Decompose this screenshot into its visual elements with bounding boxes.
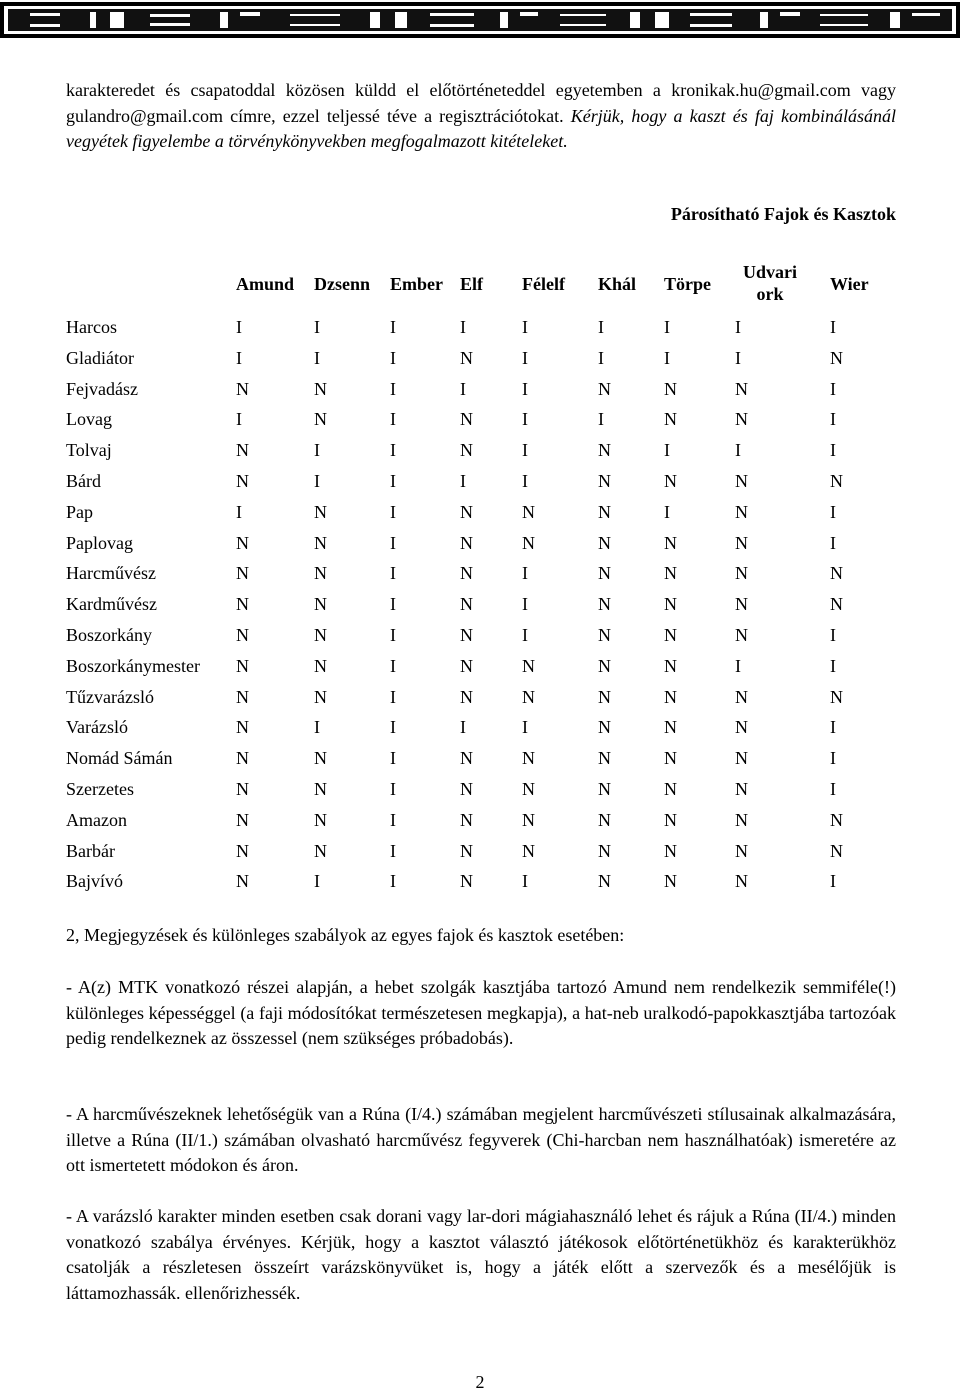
- table-cell: N: [664, 563, 677, 584]
- row-label: Harcművész: [66, 563, 156, 584]
- table-cell: I: [522, 563, 528, 584]
- table-cell: I: [735, 347, 741, 368]
- table-cell: I: [830, 717, 836, 738]
- intro-italic-text: Kérjük, hogy a kaszt és faj kombinálásánál vegyétek figyelembe a törvénykönyvekben megfogalmazott kitételeket.: [66, 105, 897, 151]
- table-cell: N: [735, 532, 748, 553]
- column-header: Félelf: [522, 274, 565, 294]
- column-header: Ember: [390, 274, 443, 294]
- table-cell: I: [735, 317, 741, 337]
- row-label: Pap: [66, 501, 93, 522]
- table-cell: I: [390, 317, 396, 337]
- table-cell: N: [460, 409, 473, 430]
- table-cell: N: [460, 594, 473, 615]
- page-number: 2: [475, 1372, 485, 1392]
- table-cell: N: [664, 686, 677, 707]
- table-cell: N: [236, 440, 249, 461]
- intro-text: karakteredet és csapatoddal közösen küldd el előtörténeteddel egyetemben a kronikak.hu@gmail.com vagy gulandro@gmail.com címre, ezzel teljessé téve a regisztrációtokat.: [66, 80, 896, 126]
- table-cell: N: [830, 471, 843, 491]
- column-header: Elf: [460, 274, 484, 294]
- table-cell: N: [522, 532, 535, 553]
- table-cell: N: [522, 501, 535, 522]
- table-cell: N: [314, 655, 327, 676]
- table-cell: I: [830, 440, 836, 461]
- table-cell: I: [390, 471, 396, 491]
- note-item: - A varázsló karakter minden esetben csak dorani vagy lar-dori mágiahasználó lehet és rájuk a Rúna (II/4.) minden vonatkozó szabálya érvényes. Kérjük, hogy a kasztot választó játékosok előtörténetükhöz és karakterükhöz csatolják a részletesen összeírt varázskönyvüket is, hogy a játék előtt a szervezők és a mesélőjük is láttamozhassák. ellenőrizhessék.: [66, 1206, 896, 1303]
- table-cell: N: [664, 779, 677, 799]
- table-cell: N: [236, 779, 249, 799]
- row-label: Bárd: [66, 471, 101, 491]
- table-cell: N: [236, 686, 249, 707]
- table-cell: N: [314, 748, 327, 769]
- table-cell: N: [830, 347, 843, 368]
- table-cell: N: [460, 840, 473, 861]
- table-cell: N: [522, 686, 535, 707]
- table-cell: I: [314, 347, 320, 368]
- table-cell: N: [314, 809, 327, 830]
- table-cell: N: [735, 501, 748, 522]
- row-label: Bajvívó: [66, 871, 123, 892]
- note-item: - A harcművészeknek lehetőségük van a Rúna (I/4.) számában megjelent harcművészeti stílusainak alkalmazására, illetve a Rúna (II/1.) számában olvasható harcművész fegyverek (Chi-harcban nem használhatóak) ismeretére az ott ismertetett módokon és áron.: [66, 1104, 896, 1175]
- table-cell: I: [830, 625, 836, 645]
- row-label: Boszorkánymester: [66, 655, 200, 676]
- table-cell: N: [735, 563, 748, 584]
- intro-paragraph: [66, 78, 896, 155]
- table-cell: N: [830, 563, 843, 584]
- table-cell: I: [522, 409, 528, 430]
- table-cell: I: [390, 563, 396, 584]
- table-cell: I: [522, 378, 528, 399]
- row-label: Kardművész: [66, 594, 157, 615]
- table-cell: N: [314, 686, 327, 707]
- table-cell: N: [664, 625, 677, 645]
- table-cell: N: [664, 871, 677, 892]
- table-cell: N: [460, 748, 473, 769]
- table-cell: N: [598, 378, 611, 399]
- table-cell: I: [830, 748, 836, 769]
- table-cell: I: [460, 471, 466, 491]
- table-cell: N: [598, 717, 611, 738]
- table-cell: N: [522, 748, 535, 769]
- table-cell: I: [390, 594, 396, 615]
- table-cell: N: [735, 871, 748, 892]
- column-header: Amund: [236, 274, 295, 294]
- row-label: Tűzvarázsló: [66, 686, 154, 707]
- table-cell: N: [522, 655, 535, 676]
- table-cell: I: [390, 840, 396, 861]
- table-cell: I: [664, 347, 670, 368]
- column-header: Udvari ork: [743, 262, 797, 304]
- table-cell: I: [314, 471, 320, 491]
- table-cell: N: [598, 471, 611, 491]
- table-title: Párosítható Fajok és Kasztok: [670, 204, 896, 224]
- table-cell: I: [664, 440, 670, 461]
- table-cell: I: [664, 501, 670, 522]
- row-label: Varázsló: [66, 717, 128, 738]
- row-label: Nomád Sámán: [66, 748, 173, 769]
- table-cell: N: [236, 871, 249, 892]
- table-cell: N: [735, 686, 748, 707]
- table-cell: N: [664, 471, 677, 491]
- table-cell: N: [236, 378, 249, 399]
- table-cell: I: [390, 347, 396, 368]
- table-cell: I: [390, 686, 396, 707]
- table-cell: N: [735, 471, 748, 491]
- table-cell: N: [460, 563, 473, 584]
- table-cell: N: [460, 532, 473, 553]
- table-cell: N: [664, 717, 677, 738]
- column-header: Törpe: [664, 274, 711, 294]
- table-cell: N: [314, 532, 327, 553]
- header-banner: [0, 0, 960, 44]
- table-cell: N: [598, 501, 611, 522]
- table-cell: N: [314, 409, 327, 430]
- table-cell: N: [236, 748, 249, 769]
- table-cell: I: [735, 440, 741, 461]
- table-cell: N: [664, 532, 677, 553]
- table-cell: N: [664, 594, 677, 615]
- table-cell: N: [735, 779, 748, 799]
- table-cell: I: [236, 347, 242, 368]
- table-cell: N: [460, 686, 473, 707]
- row-label: Barbár: [66, 840, 115, 861]
- table-cell: I: [460, 317, 466, 337]
- table-cell: N: [314, 378, 327, 399]
- table-cell: N: [735, 748, 748, 769]
- table-cell: N: [522, 779, 535, 799]
- table-cell: N: [664, 840, 677, 861]
- table-cell: I: [460, 378, 466, 399]
- table-cell: N: [314, 594, 327, 615]
- table-cell: I: [522, 871, 528, 892]
- table-cell: N: [598, 840, 611, 861]
- table-cell: N: [314, 840, 327, 861]
- table-cell: N: [735, 625, 748, 645]
- table-cell: N: [460, 440, 473, 461]
- row-label: Lovag: [66, 409, 112, 430]
- table-cell: N: [830, 686, 843, 707]
- table-cell: I: [830, 532, 836, 553]
- row-label: Boszorkány: [66, 625, 152, 645]
- table-cell: I: [390, 779, 396, 799]
- table-cell: N: [314, 501, 327, 522]
- table-cell: I: [830, 871, 836, 892]
- table-cell: N: [830, 594, 843, 615]
- table-cell: I: [830, 409, 836, 430]
- table-cell: I: [390, 532, 396, 553]
- table-cell: I: [522, 625, 528, 645]
- table-cell: N: [236, 840, 249, 861]
- table-cell: N: [460, 655, 473, 676]
- row-label: Szerzetes: [66, 779, 134, 799]
- column-header: Khál: [598, 274, 637, 294]
- table-cell: I: [830, 378, 836, 399]
- table-cell: I: [236, 409, 242, 430]
- table-cell: I: [598, 409, 604, 430]
- table-cell: N: [598, 440, 611, 461]
- table-cell: N: [236, 563, 249, 584]
- row-label: Amazon: [66, 809, 127, 830]
- table-cell: N: [236, 655, 249, 676]
- table-cell: I: [664, 317, 670, 337]
- table-cell: I: [830, 501, 836, 522]
- table-cell: I: [390, 409, 396, 430]
- table-cell: I: [598, 317, 604, 337]
- table-cell: I: [830, 655, 836, 676]
- table-cell: I: [522, 471, 528, 491]
- table-cell: N: [598, 686, 611, 707]
- table-cell: N: [236, 471, 249, 491]
- table-cell: I: [460, 717, 466, 738]
- table-cell: N: [460, 625, 473, 645]
- table-cell: N: [830, 809, 843, 830]
- table-cell: N: [236, 717, 249, 738]
- table-cell: N: [735, 594, 748, 615]
- table-cell: N: [735, 378, 748, 399]
- row-label: Tolvaj: [66, 440, 112, 461]
- table-cell: I: [390, 501, 396, 522]
- notes-title: 2, Megjegyzések és különleges szabályok az egyes fajok és kasztok esetében:: [66, 925, 625, 945]
- table-cell: N: [735, 717, 748, 738]
- row-label: Gladiátor: [66, 347, 134, 368]
- table-cell: I: [522, 717, 528, 738]
- table-cell: I: [314, 871, 320, 892]
- table-cell: I: [522, 347, 528, 368]
- table-cell: I: [390, 748, 396, 769]
- table-cell: N: [460, 871, 473, 892]
- table-cell: N: [598, 871, 611, 892]
- column-header: Dzsenn: [314, 274, 371, 294]
- table-cell: I: [390, 440, 396, 461]
- note-item: - A(z) MTK vonatkozó részei alapján, a hebet szolgák kasztjába tartozó Amund nem rendelkezik semmiféle(!) különleges képességgel (a faji módosítókat természetesen megkapja), a hat-neb uralkodó-papokkasztjába tartozóak pedig rendelkeznek az összessel (nem szükséges próbadobás).: [66, 977, 896, 1048]
- table-cell: I: [390, 871, 396, 892]
- table-cell: I: [390, 378, 396, 399]
- table-cell: N: [598, 809, 611, 830]
- table-cell: I: [390, 717, 396, 738]
- row-label: Fejvadász: [66, 378, 138, 399]
- table-cell: N: [314, 779, 327, 799]
- table-cell: I: [390, 655, 396, 676]
- table-cell: N: [664, 809, 677, 830]
- table-cell: N: [460, 779, 473, 799]
- table-cell: N: [598, 748, 611, 769]
- table-cell: I: [236, 317, 242, 337]
- row-label: Paplovag: [66, 532, 133, 553]
- table-cell: N: [460, 347, 473, 368]
- table-cell: I: [390, 625, 396, 645]
- table-cell: I: [236, 501, 242, 522]
- table-cell: I: [314, 440, 320, 461]
- table-cell: N: [236, 532, 249, 553]
- table-cell: N: [598, 532, 611, 553]
- table-cell: N: [830, 840, 843, 861]
- table-cell: I: [314, 317, 320, 337]
- table-cell: N: [314, 563, 327, 584]
- table-cell: I: [522, 440, 528, 461]
- table-cell: N: [664, 655, 677, 676]
- table-cell: N: [598, 779, 611, 799]
- table-cell: N: [664, 378, 677, 399]
- table-cell: N: [236, 625, 249, 645]
- table-cell: N: [598, 655, 611, 676]
- table-cell: N: [598, 563, 611, 584]
- table-cell: N: [314, 625, 327, 645]
- table-cell: I: [314, 717, 320, 738]
- table-cell: N: [735, 840, 748, 861]
- table-cell: I: [522, 594, 528, 615]
- row-label: Harcos: [66, 317, 117, 337]
- table-cell: N: [460, 809, 473, 830]
- table-cell: N: [735, 809, 748, 830]
- ornament-banner-icon: [0, 0, 960, 44]
- table-cell: N: [460, 501, 473, 522]
- table-cell: N: [522, 840, 535, 861]
- table-cell: I: [598, 347, 604, 368]
- table-cell: N: [236, 809, 249, 830]
- table-cell: N: [735, 409, 748, 430]
- table-cell: I: [735, 655, 741, 676]
- table-cell: N: [598, 594, 611, 615]
- table-cell: N: [664, 409, 677, 430]
- table-cell: I: [830, 779, 836, 799]
- table-cell: I: [390, 809, 396, 830]
- table-cell: N: [598, 625, 611, 645]
- column-header: Wier: [830, 274, 869, 294]
- table-cell: N: [522, 809, 535, 830]
- table-cell: N: [664, 748, 677, 769]
- table-cell: I: [522, 317, 528, 337]
- table-cell: I: [830, 317, 836, 337]
- table-cell: N: [236, 594, 249, 615]
